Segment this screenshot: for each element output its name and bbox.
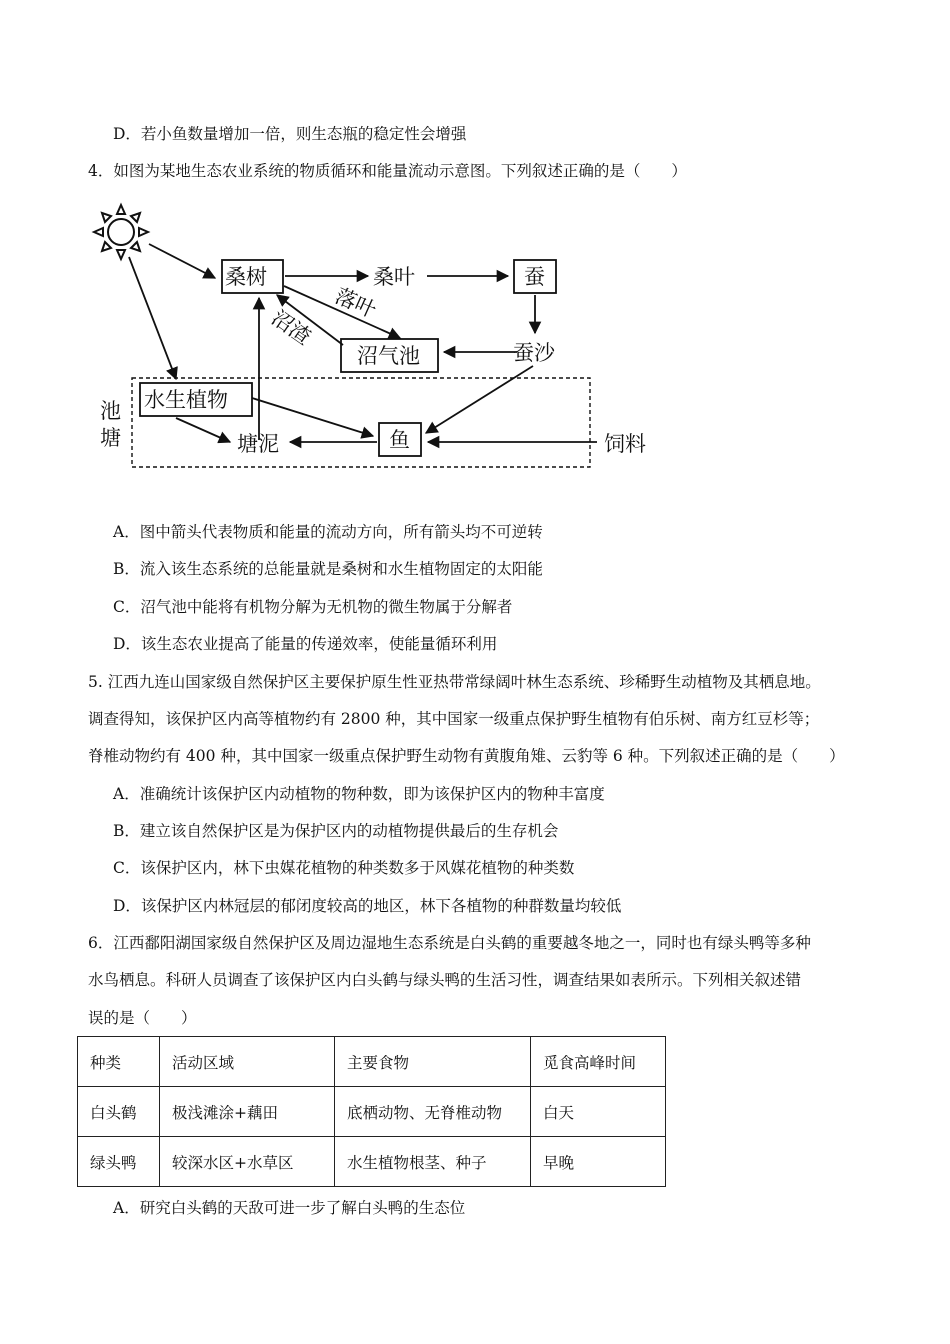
q6-stem-line-2: 水鸟栖息。科研人员调查了该保护区内白头鹤与绿头鸭的生活习性，调查结果如表所示。下列相关叙述错 [88,971,802,989]
table-cell: 底栖动物、无脊椎动物 [335,1087,531,1137]
q5-stem-line-1: 5. 江西九连山国家级自然保护区主要保护原生性亚热带常绿阔叶林生态系统、珍稀野生动植物及其栖息地。 [88,673,821,691]
table-cell: 早晚 [531,1137,666,1187]
fallen-leaf-label: 落叶 [331,283,380,323]
q6-option-a: A．研究白头鹤的天敌可进一步了解白头鸭的生态位 [113,1199,466,1217]
table-row [78,1137,666,1187]
sun-icon [94,205,148,259]
q5-option-a: A．准确统计该保护区内动植物的物种数，即为该保护区内的物种丰富度 [113,785,605,803]
table-header-cell: 种类 [78,1037,160,1087]
silkworm-label: 蚕 [524,265,545,289]
table-header-cell: 主要食物 [335,1037,531,1087]
mulberry-leaf-label: 桑叶 [373,265,415,289]
table-cell: 极浅滩涂+藕田 [160,1087,335,1137]
aquatic-plants-label: 水生植物 [144,388,228,412]
q6-stem-line-1: 6．江西鄱阳湖国家级自然保护区及周边湿地生态系统是白头鹤的重要越冬地之一，同时也有绿头鸭等多种 [88,934,811,952]
q3-option-d: D．若小鱼数量增加一倍，则生态瓶的稳定性会增强 [113,125,467,143]
table-cell: 绿头鸭 [78,1137,160,1187]
biogas-residue-label: 沼渣 [267,305,316,350]
pond-label-2: 塘 [100,426,121,450]
q5-option-d: D．该保护区内林冠层的郁闭度较高的地区，林下各植物的种群数量均较低 [113,897,622,915]
ecosystem-diagram [85,195,665,480]
fish-label: 鱼 [389,428,410,452]
silkworm-feces-label: 蚕沙 [513,341,555,365]
mulberry-label: 桑树 [225,265,267,289]
pond-mud-label: 塘泥 [237,432,279,456]
q4-stem: 4．如图为某地生态农业系统的物质循环和能量流动示意图。下列叙述正确的是（ ） [88,162,687,180]
q4-option-c: C．沼气池中能将有机物分解为无机物的微生物属于分解者 [113,598,513,616]
q4-option-b: B．流入该生态系统的总能量就是桑树和水生植物固定的太阳能 [113,560,543,578]
table-header-cell: 觅食高峰时间 [531,1037,666,1087]
q6-stem-line-3: 误的是（ ） [88,1009,197,1027]
q4-option-d: D．该生态农业提高了能量的传递效率，使能量循环利用 [113,635,498,653]
pond-label-1: 池 [100,399,121,423]
biogas-pit-label: 沼气池 [357,344,420,368]
q5-stem-line-2: 调查得知，该保护区内高等植物约有 2800 种，其中国家一级重点保护野生植物有伯乐树、南方红豆杉等； [88,710,820,728]
table-header-cell: 活动区域 [160,1037,335,1087]
q5-stem-line-3: 脊椎动物约有 400 种，其中国家一级重点保护野生动物有黄腹角雉、云豹等 6 种。下列叙述正确的是（ ） [88,747,845,765]
table-cell: 白天 [531,1087,666,1137]
q5-option-c: C．该保护区内，林下虫媒花植物的种类数多于风媒花植物的种类数 [113,859,575,877]
table-cell: 水生植物根茎、种子 [335,1137,531,1187]
feed-label: 饲料 [604,432,646,456]
table-cell: 较深水区+水草区 [160,1137,335,1187]
q5-option-b: B．建立该自然保护区是为保护区内的动植物提供最后的生存机会 [113,822,559,840]
q4-option-a: A．图中箭头代表物质和能量的流动方向，所有箭头均不可逆转 [113,523,543,541]
species-table [77,1036,666,1187]
table-cell: 白头鹤 [78,1087,160,1137]
table-row [78,1087,666,1137]
table-header-row [78,1037,666,1087]
